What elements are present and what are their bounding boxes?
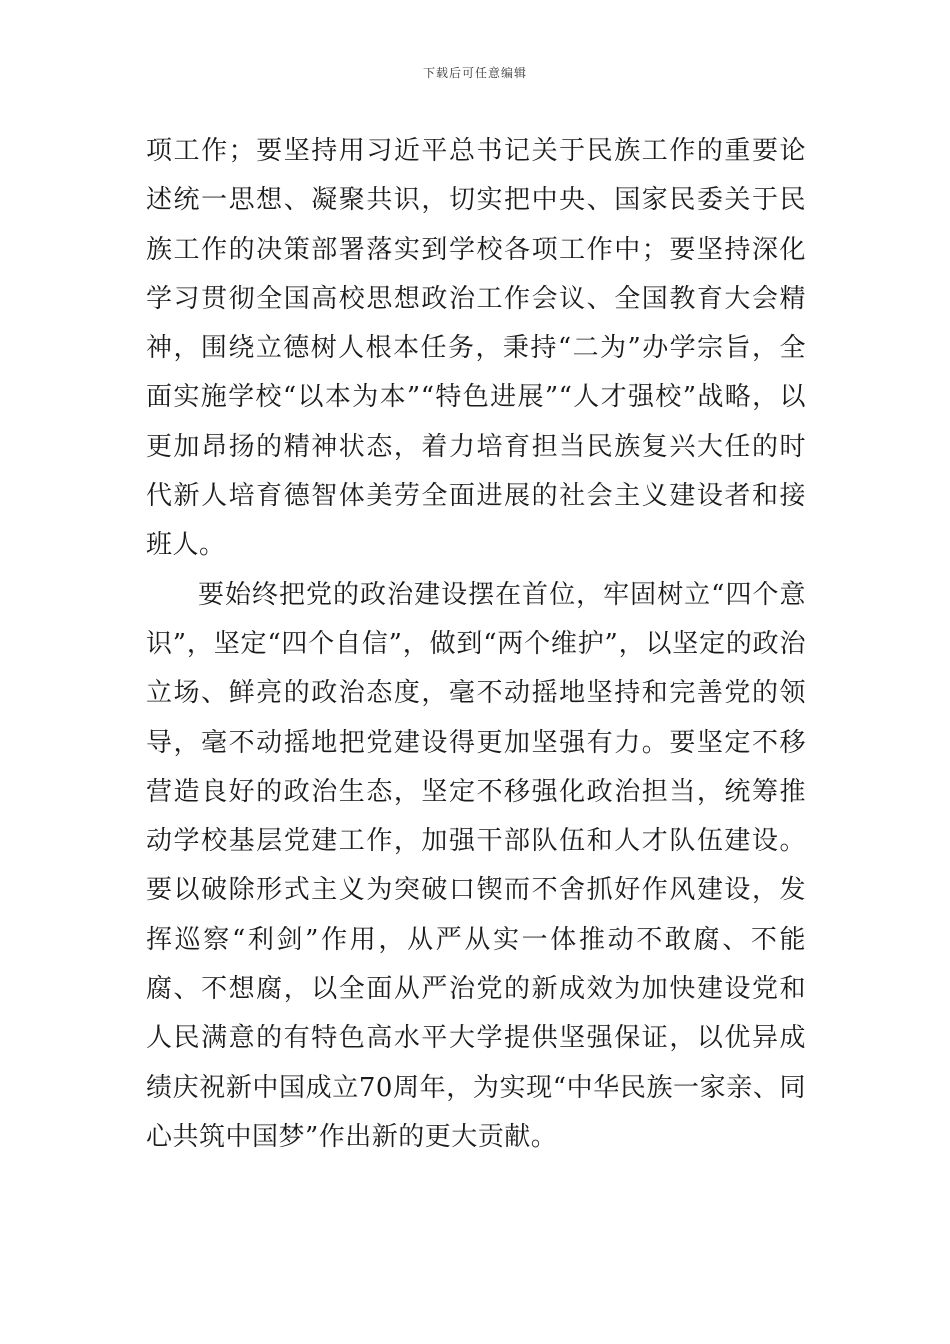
document-body [146,127,806,1162]
paragraph-2: 要始终把党的政治建设摆在首位，牢固树立“四个意识”，坚定“四个自信”，做到“两个维护”，以坚定的政治立场、鲜亮的政治态度，毫不动摇地坚持和完善党的领导，毫不动摇地把党建设得更加坚强有力。要坚定不移营造良好的政治生态，坚定不移强化政治担当，统筹推动学校基层党建工作，加强干部队伍和人才队伍建设。要以破除形式主义为突破口锲而不舍抓好作风建设，发挥巡察“利剑”作用，从严从实一体推动不敢腐、不能腐、不想腐，以全面从严治党的新成效为加快建设党和人民满意的有特色高水平大学提供坚强保证，以优异成绩庆祝新中国成立70周年，为实现“中华民族一家亲、同心共筑中国梦”作出新的更大贡献。 [146,579,806,1152]
page-header-note: 下载后可任意编辑 [422,66,527,80]
paragraph-1: 项工作；要坚持用习近平总书记关于民族工作的重要论述统一思想、凝聚共识，切实把中央、国家民委关于民族工作的决策部署落实到学校各项工作中；要坚持深化学习贯彻全国高校思想政治工作会议、全国教育大会精神，围绕立德树人根本任务，秉持“二为”办学宗旨，全面实施学校“以本为本”“特色进展”“人才强校”战略，以更加昂扬的精神状态，着力培育担当民族复兴大任的时代新人培育德智体美劳全面进展的社会主义建设者和接班人。 [146,136,806,561]
